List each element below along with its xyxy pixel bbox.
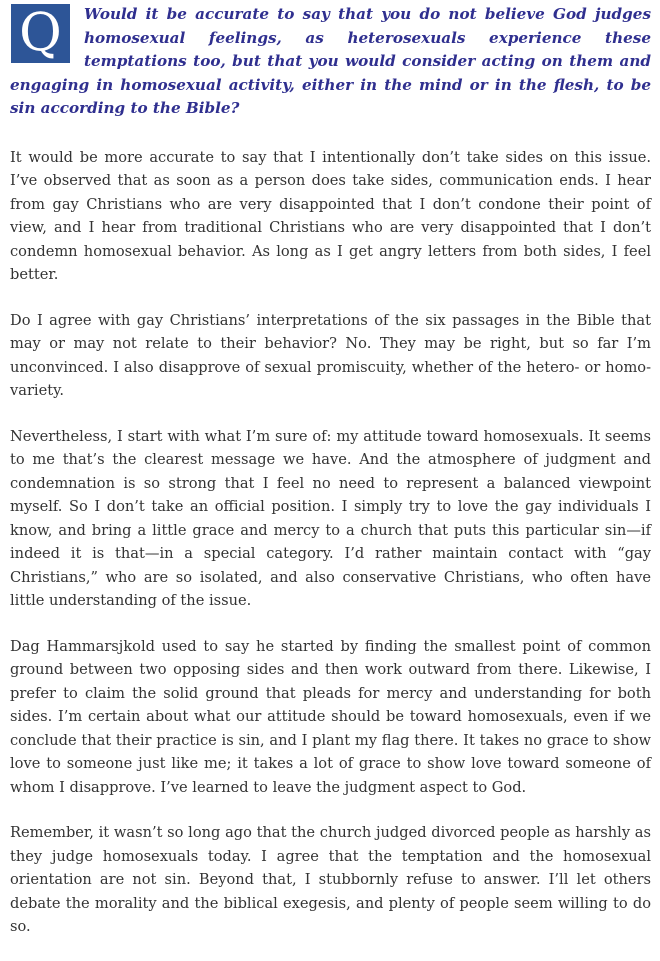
- answer-paragraph: Nevertheless, I start with what I’m sure of: my attitude toward homosexuals. It seems to me that’s the clearest message we have. And the atmosphere of judgment and condemnation is so strong that I feel no need to represent a balanced viewpoint myself. So I don’t take an official position. I simply try to love the gay individuals I know, and bring a little grace and mercy to a church that puts this particular sin—if indeed it is that—in a special category. I’d rather maintain contact with “gay Christians,” who are so isolated, and also conservative Christians, who often have little understanding of the issue.: [10, 427, 651, 609]
- answer-block: [10, 146, 651, 939]
- answer-paragraph: Dag Hammarsjkold used to say he started by finding the smallest point of common ground between two opposing sides and then work outward from there. Likewise, I prefer to claim the solid ground that pleads for mercy and understanding for both sides. I’m certain about what our attitude should be toward homosexuals, even if we conclude that their practice is sin, and I plant my flag there. It takes no grace to show love to someone just like me; it takes a lot of grace to show love toward someone of whom I disapprove. I’ve learned to leave the judgment aspect to God.: [10, 637, 651, 796]
- answer-paragraph: Remember, it wasn’t so long ago that the church judged divorced people as harshly as they judge homosexuals today. I agree that the temptation and the homosexual orientation are not sin. Beyond that, I stubbornly refuse to answer. I’ll let others debate the morality and the biblical exegesis, and plenty of people seem willing to do so.: [10, 824, 651, 935]
- question-block: [10, 3, 651, 121]
- q-letter-badge: Q: [11, 4, 70, 63]
- question-text: Would it be accurate to say that you do not believe God judges homosexual feelings, as heterosexuals experience these temptations too, but that you would consider acting on them and engaging in homosexual activity, either in the mind or in the flesh, to be sin according to the Bible?: [10, 5, 651, 117]
- qa-article: [10, 3, 651, 961]
- answer-paragraph: Do I agree with gay Christians’ interpretations of the six passages in the Bible that may or may not relate to their behavior? No. They may be right, but so far I’m unconvinced. I also disapprove of sexual promiscuity, whether of the hetero- or homo- variety.: [10, 311, 651, 399]
- answer-paragraph: It would be more accurate to say that I intentionally don’t take sides on this issue. I’ve observed that as soon as a person does take sides, communication ends. I hear from gay Christians who are very disappointed that I don’t condone their point of view, and I hear from traditional Christians who are very disappointed that I don’t condemn homosexual behavior. As long as I get angry letters from both sides, I feel better.: [10, 148, 651, 283]
